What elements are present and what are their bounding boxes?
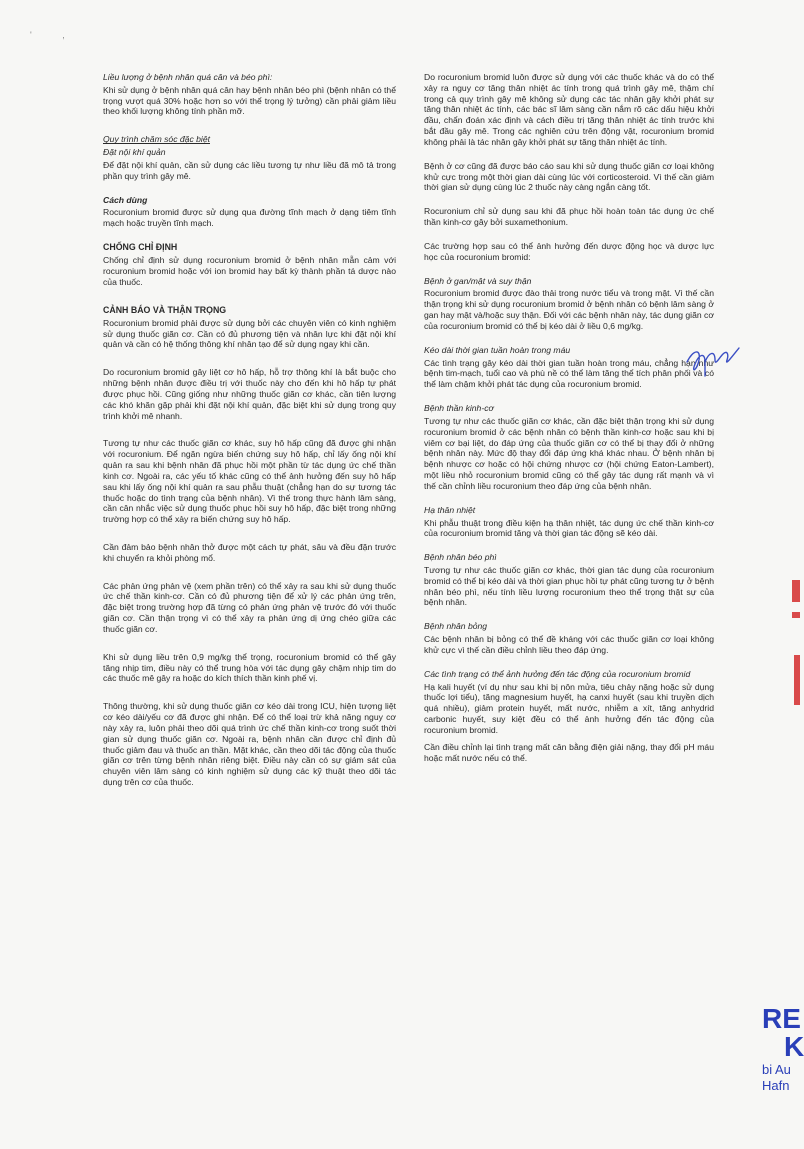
signature-mark — [683, 340, 743, 380]
right-column — [424, 72, 714, 776]
paragraph-intubation: Để đặt nội khí quản, cần sử dụng các liều tương tự như liều đã mô tả trong phần quy trình gây mê. — [103, 159, 396, 181]
subheading-obese: Bệnh nhân béo phì — [424, 552, 497, 563]
paragraph-conditions-1: Hạ kali huyết (ví dụ như sau khi bị nôn mửa, tiêu chảy nặng hoặc sử dụng thuốc lợi tiểu), tăng magnesium huyết, hạ canxi huyết (sau khi truyền dịch quá nhiều), giảm protein huyết, mất nước, nhiễm a xít, tăng anhydrid carbonic huyết, suy kiệt đều có thể ảnh hưởng đến tác động của rocuronium bromid. — [424, 681, 714, 735]
paragraph-warnings-5: Các phản ứng phản vệ (xem phần trên) có thể xảy ra sau khi sử dụng thuốc ức chế thần kinh-cơ. Cần có đủ phương tiện để xử lý các phản ứng trên, đặc biệt trong trường hợp đã từng có phản ứng phản vệ trước đó với thuốc giãn cơ. Cần thận trọng vì có thể xảy ra phản ứng dị ứng chéo giữa các thuốc giãn cơ. — [103, 580, 396, 634]
subheading-conditions: Các tình trạng có thể ảnh hưởng đến tác động của rocuronium bromid — [424, 668, 691, 679]
paragraph-conditions-2: Cần điều chỉnh lại tình trạng mất cân bằng điện giải nặng, thay đổi pH máu hoặc mất nước nếu có thể. — [424, 741, 714, 763]
section-title-obese-dosage: Liều lượng ở bệnh nhân quá cân và béo phì: — [103, 72, 273, 82]
left-column — [103, 72, 396, 801]
stamp-text-line-3: bi Au — [762, 1062, 791, 1077]
paragraph-myopathy: Bệnh ở cơ cũng đã được báo cáo sau khi sử dụng thuốc giãn cơ loại không khử cực trong một thời gian dài cùng lúc với corticosteroid. Vì thế cần giảm thời gian sử dụng cùng lúc 2 thuốc này càng ngắn càng tốt. — [424, 160, 714, 193]
subheading-circulation: Kéo dài thời gian tuần hoàn trong máu — [424, 344, 571, 355]
paragraph-warnings-6: Khi sử dụng liều trên 0,9 mg/kg thể trọng, rocuronium bromid có thể gây tăng nhịp tim, điều này có thể trung hòa với tác dụng gây chậm nhịp tim do các thuốc mê gây ra hoặc do kích thích thần kinh phế vị. — [103, 651, 396, 684]
paragraph-contraindications: Chống chỉ định sử dụng rocuronium bromid ở bệnh nhân mẫn cảm với rocuronium bromid hoặc với ion bromid hay bất kỳ thành phần tá dược nào của thuốc. — [103, 255, 396, 287]
paragraph-suxamethonium: Rocuronium chỉ sử dụng sau khi đã phục hồi hoàn toàn tác dụng ức chế thần kinh-cơ gây bởi suxamethonium. — [424, 206, 714, 228]
paragraph-obese-dosage: Khi sử dụng ở bệnh nhân quá cân hay bệnh nhân béo phì (bệnh nhân có thể trọng vượt quá 30% hoặc hơn so với thể trọng lý tưởng) cần phải giảm liều theo khối lượng không tính phần mỡ. — [103, 84, 396, 117]
heading-contraindications: CHỐNG CHỈ ĐỊNH — [103, 242, 178, 253]
heading-warnings: CẢNH BÁO VÀ THẬN TRỌNG — [103, 304, 227, 315]
subheading-neuromuscular: Bệnh thần kinh-cơ — [424, 403, 494, 414]
paragraph-hypothermia: Khi phẫu thuật trong điều kiện hạ thân nhiệt, tác dụng ức chế thần kinh-cơ của rocuronium bromid tăng và thời gian tác động sẽ kéo dài. — [424, 517, 714, 539]
paragraph-warnings-1: Rocuronium bromid phải được sử dụng bởi các chuyên viên có kinh nghiệm sử dụng thuốc giãn cơ. Cần có đủ phương tiện và nhân lực khi đặt nội khí quản và cần có hệ thống thông khí nhân tạo để sử dụng ngay khi cần. — [103, 317, 396, 350]
subheading-burns: Bệnh nhân bỏng — [424, 621, 488, 632]
paragraph-neuromuscular: Tương tự như các thuốc giãn cơ khác, cần đặc biệt thận trọng khi sử dụng rocuronium bromid ở các bệnh nhân có bệnh thần kinh-cơ hoặc sau khi bị viêm cơ bại liệt, do đáp ứng của thuốc giãn cơ có thể bị thay đổi ở những bệnh nhân này. Mức độ thay đổi đáp ứng khá khác nhau. Ở bệnh nhân bị bệnh nhược cơ hoặc có hội chứng nhược cơ (hội chứng Eaton-Lambert), một liều nhỏ rocuronium bromid cũng có thể gây tác dụng rất mạnh và vì thế cần chỉnh liều rocuronium theo đáp ứng của bệnh nhân. — [424, 415, 714, 491]
red-stamp-fragment-1 — [792, 580, 800, 602]
subheading-hypothermia: Hạ thân nhiệt — [424, 504, 476, 515]
paragraph-malignant-hyperthermia: Do rocuronium bromid luôn được sử dụng với các thuốc khác và do có thể xảy ra nguy cơ tăng thân nhiệt ác tính trong quá trình gây mê, thậm chí trong cả quy trình gây mê không sử dụng các tác nhân gây khởi phát sự tăng thân nhiệt ác tính, các bác sĩ lâm sàng cần nắm rõ các dấu hiệu khởi đầu, chẩn đoán xác định và cách điều trị tăng thân nhiệt ác tính trước khi bắt đầu gây mê. Trong các nghiên cứu trên động vật, rocuronium bromid không phải là tác nhân gây khởi phát sự tăng thân nhiệt ác tính. — [424, 72, 714, 147]
paragraph-obese: Tương tự như các thuốc giãn cơ khác, thời gian tác dụng của rocuronium bromid có thể bị kéo dài và thời gian phục hồi tự phát cũng tương tự ở bệnh nhân béo phì, nếu tính liều lượng rocuronium theo thể trọng thật sự của bệnh nhân. — [424, 564, 714, 608]
paragraph-warnings-3: Tương tự như các thuốc giãn cơ khác, suy hô hấp cũng đã được ghi nhận với rocuronium. Để ngăn ngừa biến chứng suy hô hấp, chỉ lấy ống nội khí quản ra sau khi bệnh nhân đã phục hồi một phần từ tác dụng ức chế thần kinh cơ. Ngoài ra, các yếu tố khác cũng có thể ảnh hưởng đến suy hô hấp sau khi lấy ống nội khí quản ra sau phẫu thuật (chẳng hạn do sự tương tác thuốc hoặc do tình trạng của bệnh nhân). Vì thế trong thực hành lâm sàng, cần cân nhắc việc sử dụng thuốc phục hồi suy hô hấp, đặc biệt trong những trường hợp có thể xảy ra biến chứng suy hô hấp. — [103, 438, 396, 525]
stamp-text-line-1: RE — [762, 1003, 801, 1034]
paragraph-circulation: Các tình trạng gây kéo dài thời gian tuần hoàn trong máu, chẳng hạn như bệnh tim-mạch, tuổi cao và phù nề có thể làm tăng thể tích phân phối và có thể làm chậm khởi phát tác dụng của rocuronium bromid. — [424, 357, 714, 390]
stamp-text-line-2: K — [784, 1031, 804, 1062]
paragraph-administration: Rocuronium bromid được sử dụng qua đường tĩnh mạch ở dạng tiêm tĩnh mạch hoặc truyền tĩnh mạch. — [103, 207, 396, 229]
subheading-hepatic-renal: Bệnh ở gan/mật và suy thận — [424, 275, 532, 286]
section-title-administration: Cách dùng — [103, 194, 148, 205]
red-stamp-fragment-2 — [792, 612, 800, 618]
paragraph-warnings-7: Thông thường, khi sử dụng thuốc giãn cơ kéo dài trong ICU, hiện tượng liệt cơ kéo dài/yếu cơ đã được ghi nhận. Để có thể loại trừ khả năng nguy cơ này xảy ra, luôn phải theo dõi quá trình ức chế thần kinh-cơ trong suốt thời gian sử dụng thuốc giãn cơ. Ngoài ra, bệnh nhân cần được chỉ định đủ thuốc giảm đau và thuốc an thần. Mặt khác, cần theo dõi tác động của thuốc giãn cơ trên từng bệnh nhân riêng biệt. Điều này cần có sự giám sát của chuyên viên lâm sàng có kinh nghiệm sử dụng các kỹ thuật theo dõi tác dụng trên cơ của thuốc. — [103, 701, 396, 788]
paragraph-hepatic-renal: Rocuronium bromid được đào thải trong nước tiểu và trong mật. Vì thế cần thận trọng khi sử dụng rocuronium bromid ở bệnh nhân có bệnh lâm sàng ở gan hay mật và/hoặc suy thận. Đối với các bệnh nhân này, tác dụng giãn cơ của rocuronium bromid có thể bị kéo dài ở liều 0,6 mg/kg. — [424, 288, 714, 331]
subsection-intubation: Đặt nội khí quản — [103, 147, 166, 158]
red-stamp-fragment-3 — [794, 655, 800, 705]
paragraph-burns: Các bệnh nhân bị bỏng có thể đề kháng với các thuốc giãn cơ loại không khử cực vì thế cần điều chỉnh liều theo đáp ứng. — [424, 634, 714, 655]
stamp-text-line-4: Hafn — [762, 1078, 790, 1093]
section-title-special-care: Quy trình chăm sóc đặc biệt — [103, 134, 210, 145]
scan-marks: ' , — [30, 30, 79, 40]
paragraph-warnings-4: Cần đảm bảo bệnh nhân thở được một cách tự phát, sâu và đều đặn trước khi chuyển ra khỏi phòng mổ. — [103, 542, 396, 563]
paragraph-pk-intro: Các trường hợp sau có thể ảnh hưởng đến dược động học và dược lực học của rocuronium bromid: — [424, 240, 714, 262]
paragraph-warnings-2: Do rocuronium bromid gây liệt cơ hô hấp, hỗ trợ thông khí là bắt buộc cho những bệnh nhân được điều trị với thuốc này cho đến khi hô hấp tự phát được phục hồi. Cũng giống như những thuốc giãn cơ khác, cần tiên lượng các khó khăn gặp phải khi đặt nội khí quản, đặc biệt khi sử dụng trong quy trình khởi mê nhanh. — [103, 367, 396, 421]
